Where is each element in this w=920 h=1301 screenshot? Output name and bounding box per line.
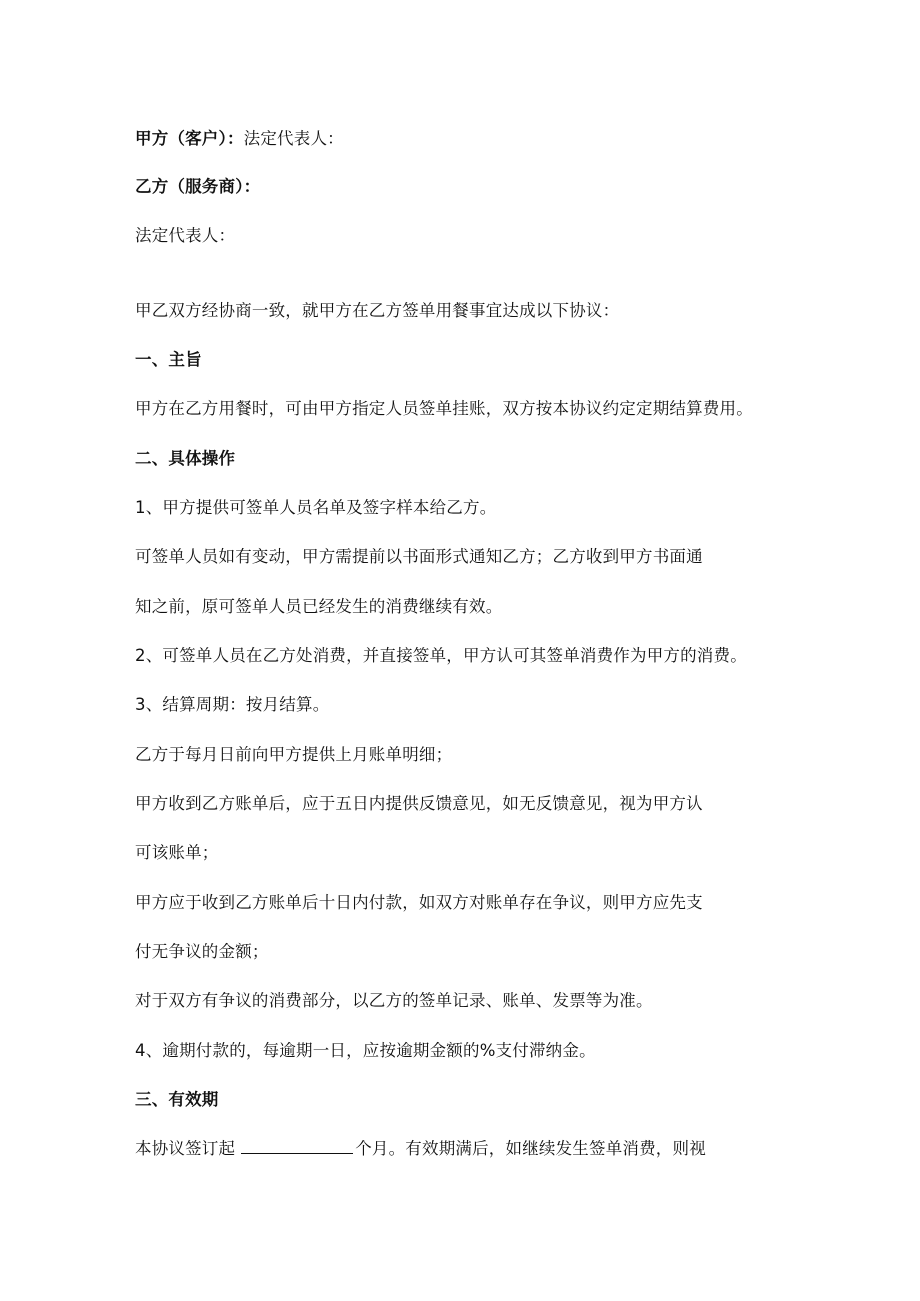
validity-line <box>135 1138 706 1160</box>
party-a-representative: 法定代表人： <box>243 129 344 148</box>
paragraph-line: 知之前，原可签单人员已经发生的消费继续有效。 <box>135 597 503 616</box>
party-b-label: 乙方（服务商）： <box>135 177 261 196</box>
agreement-intro: 甲乙双方经协商一致，就甲方在乙方签单用餐事宜达成以下协议： <box>135 301 620 320</box>
paragraph-line: 2、可签单人员在乙方处消费，并直接签单，甲方认可其签单消费作为甲方的消费。 <box>135 646 747 665</box>
paragraph-line: 付无争议的金额； <box>135 942 269 961</box>
paragraph-line: 1、甲方提供可签单人员名单及签字样本给乙方。 <box>135 498 497 517</box>
validity-text-start: 本协议签订起 <box>135 1139 236 1158</box>
section-heading: 三、有效期 <box>135 1090 219 1109</box>
section-heading: 一、主旨 <box>135 350 202 369</box>
paragraph-line: 对于双方有争议的消费部分，以乙方的签单记录、账单、发票等为准。 <box>135 991 653 1010</box>
paragraph-line: 可该账单； <box>135 843 219 862</box>
paragraph-line: 3、结算周期：按月结算。 <box>135 695 330 714</box>
months-blank-field[interactable] <box>241 1138 353 1154</box>
section-heading: 二、具体操作 <box>135 449 236 468</box>
paragraph-line: 可签单人员如有变动，甲方需提前以书面形式通知乙方；乙方收到甲方书面通 <box>135 547 703 566</box>
party-a-label: 甲方（客户）： <box>135 129 244 148</box>
paragraph-line: 甲方在乙方用餐时，可由甲方指定人员签单挂账，双方按本协议约定定期结算费用。 <box>135 399 753 418</box>
party-a-line <box>135 128 344 150</box>
party-b-representative: 法定代表人： <box>135 226 236 245</box>
paragraph-line: 甲方收到乙方账单后，应于五日内提供反馈意见，如无反馈意见，视为甲方认 <box>135 794 703 813</box>
validity-text-end: 个月。有效期满后，如继续发生签单消费，则视 <box>355 1139 706 1158</box>
paragraph-line: 乙方于每月日前向甲方提供上月账单明细； <box>135 745 453 764</box>
paragraph-line: 4、逾期付款的，每逾期一日，应按逾期金额的%支付滞纳金。 <box>135 1041 596 1060</box>
paragraph-line: 甲方应于收到乙方账单后十日内付款，如双方对账单存在争议，则甲方应先支 <box>135 893 703 912</box>
